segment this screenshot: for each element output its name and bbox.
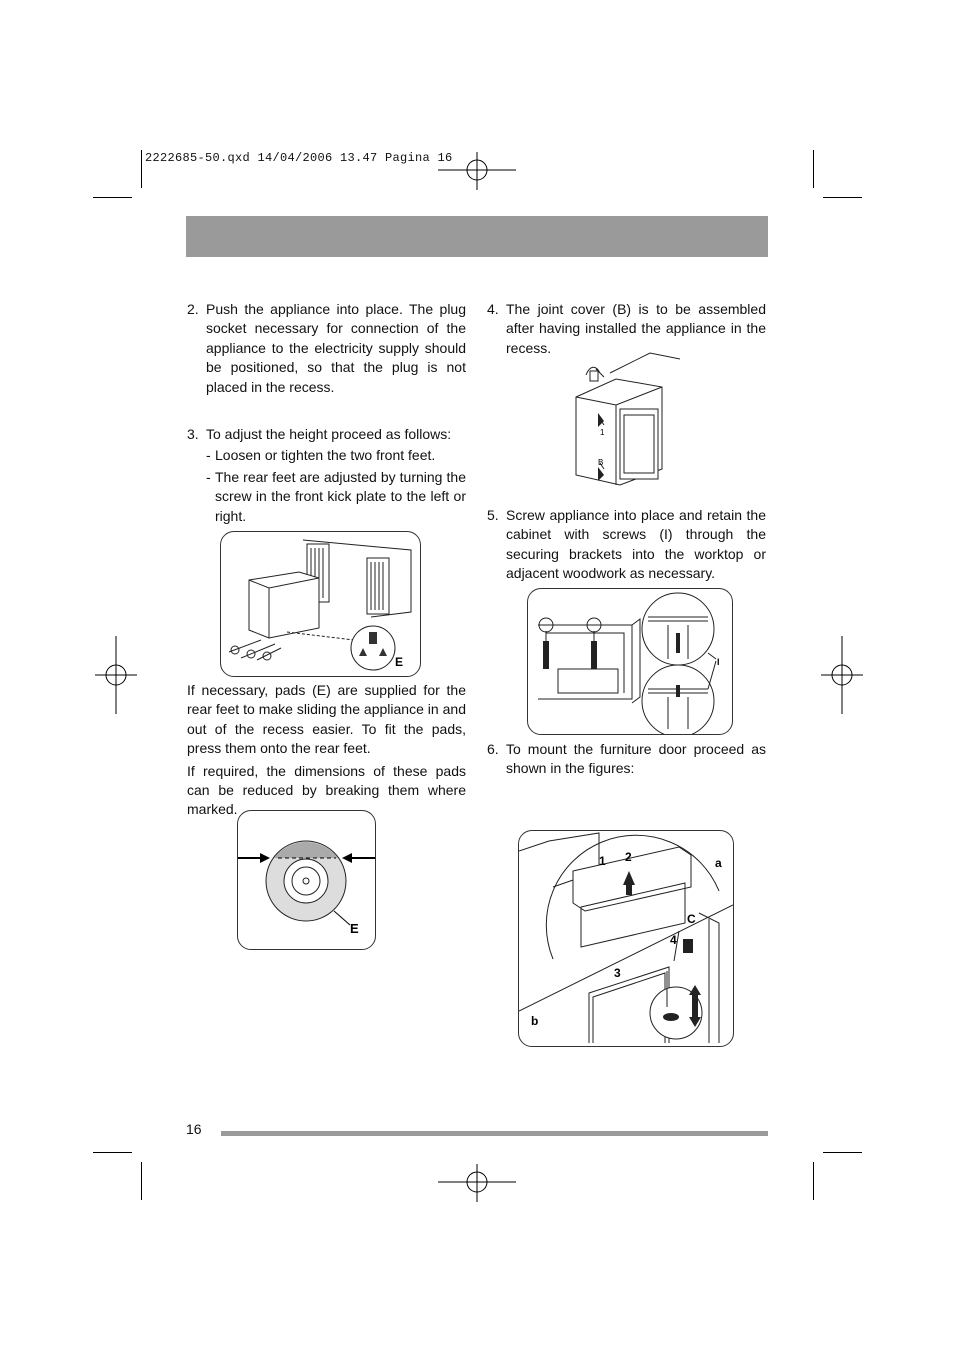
crop-mark (823, 1152, 862, 1153)
crop-mark (141, 150, 142, 188)
fig5-label-a: a (715, 856, 722, 870)
fig3-label-1: 1 (600, 428, 605, 437)
figure-joint-cover (560, 345, 685, 495)
step-2: 2. Push the appliance into place. The plug socket necessary for connection of the appliance to the electricity supply should be positioned, so that the plug is not placed in the recess. (187, 301, 466, 395)
pads-para-2: If required, the dimensions of these pads can be reduced by breaking them where marked. (187, 762, 466, 818)
screws-illustration (528, 589, 732, 734)
print-slug: 2222685-50.qxd 14/04/2006 13.47 Pagina 16 (145, 151, 453, 165)
pad-illustration (238, 811, 375, 949)
step-3-sub-2: - The rear feet are adjusted by turning the screw in the front kick plate to the left or right. (206, 468, 466, 524)
fig5-label-2: 2 (625, 850, 632, 864)
registration-mark-right (821, 636, 863, 716)
crop-mark (813, 150, 814, 188)
step-3-block (187, 425, 466, 526)
footer-bar (221, 1131, 768, 1136)
fig3-label-b: B (598, 458, 604, 467)
step-6: 6. To mount the furniture door proceed as shown in the figures: (487, 741, 766, 777)
registration-mark-bottom (438, 1162, 518, 1204)
registration-mark-left (95, 636, 137, 716)
step-6-block (487, 740, 766, 779)
fig1-label-e: E (395, 655, 404, 669)
crop-mark (813, 1162, 814, 1200)
appliance-feet-illustration (221, 532, 420, 676)
door-mounting-illustration (519, 831, 733, 1046)
fig2-label-e: E (350, 921, 359, 936)
fig5-label-1: 1 (599, 854, 606, 868)
figure-pad (237, 810, 376, 950)
fig5-label-3: 3 (614, 966, 621, 980)
step-3: 3. To adjust the height proceed as follows: (187, 426, 452, 442)
header-bar (186, 216, 768, 257)
figure-door-mounting (518, 830, 734, 1047)
step-4: 4. The joint cover (B) is to be assembled after having installed the appliance in the recess. (487, 301, 766, 356)
pads-para-1: If necessary, pads (E) are supplied for the rear feet to make sliding the appliance in and out of the recess easier. To fit the pads, press them onto the rear feet. (187, 682, 466, 757)
fig5-label-c: C (687, 912, 696, 926)
step-5-block (487, 506, 766, 584)
left-column (187, 300, 466, 397)
figure-securing-screws (527, 588, 733, 735)
crop-mark (141, 1162, 142, 1200)
crop-mark (93, 1152, 132, 1153)
step-3-sub-1: - Loosen or tighten the two front feet. (206, 447, 436, 464)
figure-height-adjustment (220, 531, 421, 677)
fig4-label-i: I (717, 657, 720, 667)
crop-mark (93, 197, 132, 198)
fig5-label-b: b (531, 1014, 539, 1028)
page-number: 16 (186, 1121, 202, 1137)
pads-paragraphs (187, 681, 466, 820)
step-5: 5. Screw appliance into place and retain the cabinet with screws (I) through the securing brackets into the worktop or adjacent woodwork as necessary. (487, 507, 766, 582)
fig5-label-4: 4 (670, 933, 677, 947)
crop-mark (823, 197, 862, 198)
